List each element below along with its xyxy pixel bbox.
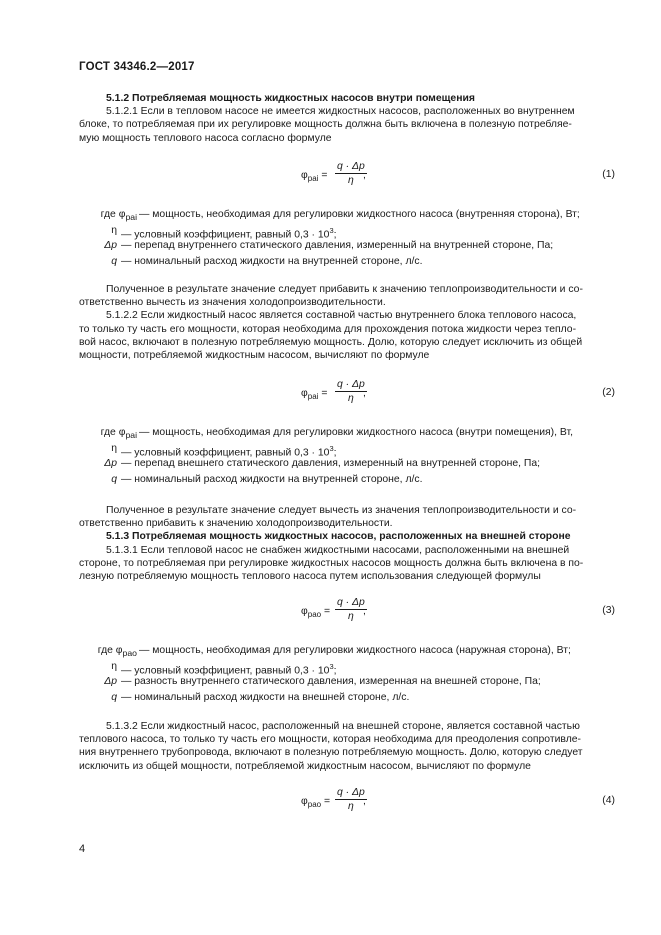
formula-4 <box>79 786 615 820</box>
where-row <box>79 254 639 270</box>
formula-tail: , <box>363 606 366 617</box>
formula-denominator: η <box>347 801 354 812</box>
para-line: ответственно прибавить к значению холодопроизводительности. <box>79 518 393 530</box>
where-text: — мощность, необходимая для регулировки жидкостного насоса (внутри помещения), Вт, <box>139 427 573 438</box>
formula-denominator: η <box>347 175 354 186</box>
para-line: исключить из общей мощности, потребляемой жидкостным насосом, вычисляют по формуле <box>79 760 531 772</box>
formula-tail: , <box>363 170 366 181</box>
section-5-1-3-2 <box>79 720 615 773</box>
where-text: — номинальный расход жидкости на внутренней стороне, л/с. <box>121 473 423 485</box>
formula-number: (3) <box>602 605 615 616</box>
formula-fraction <box>335 160 367 188</box>
formula-numerator: q · Δp <box>337 787 365 798</box>
where-row <box>79 207 639 223</box>
where-symbol: Δp <box>104 240 117 251</box>
formula-fraction <box>335 596 367 624</box>
where-row <box>79 659 639 675</box>
where-symbol: q <box>111 691 117 703</box>
where-row <box>79 472 639 488</box>
where-row <box>79 441 639 457</box>
where-text: — условный коэффициент, равный $0,3 \cdot 10^3$; <box>121 443 337 458</box>
page-number: 4 <box>79 843 86 855</box>
where-symbol: η <box>111 660 117 672</box>
section-5-1-2-2 <box>79 283 615 362</box>
where-text: — перепад внешнего статического давления, измеренный на внутренней стороне, Па; <box>121 458 541 469</box>
formula-number: (1) <box>602 169 615 180</box>
section-title-5-1-3: 5.1.3 Потребляемая мощность жидкостных насосов, расположенных на внешней стороне <box>106 531 571 543</box>
para-line: 5.1.3.1 Если тепловой насос не снабжен жидкостными насосами, расположенными на внешней <box>106 544 570 556</box>
formula-numerator: q · Δp <box>337 161 365 172</box>
where-symbol: где $\varphi_{pai}$ <box>100 427 137 441</box>
where-text: — номинальный расход жидкости на внешней стороне, л/с. <box>121 691 410 703</box>
where-text: — условный коэффициент, равный $0,3 \cdot 10^3$; <box>121 225 337 240</box>
where-text: — разность внутреннего статического давления, измеренная на внешней стороне, Па; <box>121 676 541 687</box>
para-line: вой насос, включают в полезную потребляемую мощность. Долю, которую следует исключить из общей <box>79 336 583 348</box>
formula-3 <box>79 596 615 630</box>
formula-denominator: η <box>347 393 354 404</box>
formula-2 <box>79 378 615 412</box>
where-text: — перепад внутреннего статического давления, измеренный на внутренней стороне, Па; <box>121 240 554 251</box>
where-symbol: Δp <box>104 676 117 687</box>
where-symbol: где $\varphi_{pao}$ <box>97 645 137 659</box>
para-line: 5.1.3.2 Если жидкостный насос, расположенный на внешней стороне, является составной частью <box>106 721 580 732</box>
para-line: мощности, потребляемой жидкостным насосом, вычисляют по формуле <box>79 350 430 362</box>
where-symbol: q <box>111 473 117 485</box>
formula-fraction <box>335 378 367 406</box>
section-5-1-3 <box>79 504 615 583</box>
formula-lhs: $\varphi_{pai}$ = <box>301 388 328 402</box>
where-row <box>79 456 639 472</box>
formula-tail: , <box>363 388 366 399</box>
where-symbol: q <box>111 255 117 267</box>
where-list-2 <box>79 425 639 487</box>
formula-denominator: η <box>347 611 354 622</box>
document-header: ГОСТ 34346.2—2017 <box>79 61 195 73</box>
formula-numerator: q · Δp <box>337 379 365 390</box>
para-line: 5.1.2.2 Если жидкостный насос является составной частью внутреннего блока теплового насоса, <box>106 310 577 322</box>
where-row <box>79 223 639 239</box>
where-symbol: где $\varphi_{pai}$ <box>100 209 137 223</box>
section-5-1-2 <box>79 92 615 145</box>
where-list-3 <box>79 643 639 705</box>
para-line: теплового насоса, то только ту часть его мощности, которая необходима для преодоления сопротивле- <box>79 734 581 746</box>
where-text: — условный коэффициент, равный $0,3 \cdot 10^3$; <box>121 661 337 676</box>
where-text: — мощность, необходимая для регулировки жидкостного насоса (наружная сторона), Вт; <box>139 645 571 656</box>
formula-1 <box>79 160 615 194</box>
formula-fraction <box>335 786 367 814</box>
where-symbol: η <box>111 224 117 236</box>
formula-tail: , <box>363 796 366 807</box>
where-row <box>79 643 639 659</box>
where-list-1 <box>79 207 639 269</box>
where-row <box>79 238 639 254</box>
formula-lhs: $\varphi_{pao}$ = <box>301 796 331 810</box>
formula-lhs: $\varphi_{pao}$ = <box>301 606 331 620</box>
where-symbol: Δp <box>104 458 117 469</box>
para-line: 5.1.2.1 Если в тепловом насосе не имеется жидкостных насосов, расположенных во внутреннем <box>106 106 575 118</box>
formula-numerator: q · Δp <box>337 597 365 608</box>
where-row <box>79 425 639 441</box>
para-line: лезную потребляемую мощность теплового насоса путем использования следующей формулы <box>79 571 541 583</box>
para-line: Полученное в результате значение следует вычесть из значения теплопроизводительности и со- <box>106 505 577 516</box>
para-line: блоке, то потребляемая при их регулировке мощность должна быть включена в полезную потребляе- <box>79 119 572 131</box>
para-line: стороне, то потребляемая при регулировке жидкостных насосов мощность должна быть включена в по- <box>79 557 584 569</box>
formula-lhs: $\varphi_{pai}$ = <box>301 170 328 184</box>
where-text: — номинальный расход жидкости на внутренней стороне, л/с. <box>121 255 423 267</box>
where-text: — мощность, необходимая для регулировки жидкостного насоса (внутренняя сторона), Вт; <box>139 209 580 220</box>
para-line: ния внутреннего трубопровода, включают в полезную потребляемую мощность. Долю, которую следует <box>79 747 583 759</box>
where-row <box>79 674 639 690</box>
para-line: то только ту часть его мощности, которая необходима для прохождения потока жидкости через тепло- <box>79 323 577 335</box>
where-symbol: η <box>111 442 117 454</box>
formula-number: (4) <box>602 795 615 806</box>
para-line: ответственно вычесть из значения холодопроизводительности. <box>79 297 386 309</box>
where-row <box>79 690 639 706</box>
para-line: мую мощность теплового насоса согласно формуле <box>79 132 332 144</box>
formula-number: (2) <box>602 387 615 398</box>
para-line: Полученное в результате значение следует прибавить к значению теплопроизводительности и со- <box>106 284 583 295</box>
section-title-5-1-2: 5.1.2 Потребляемая мощность жидкостных насосов внутри помещения <box>106 93 475 104</box>
